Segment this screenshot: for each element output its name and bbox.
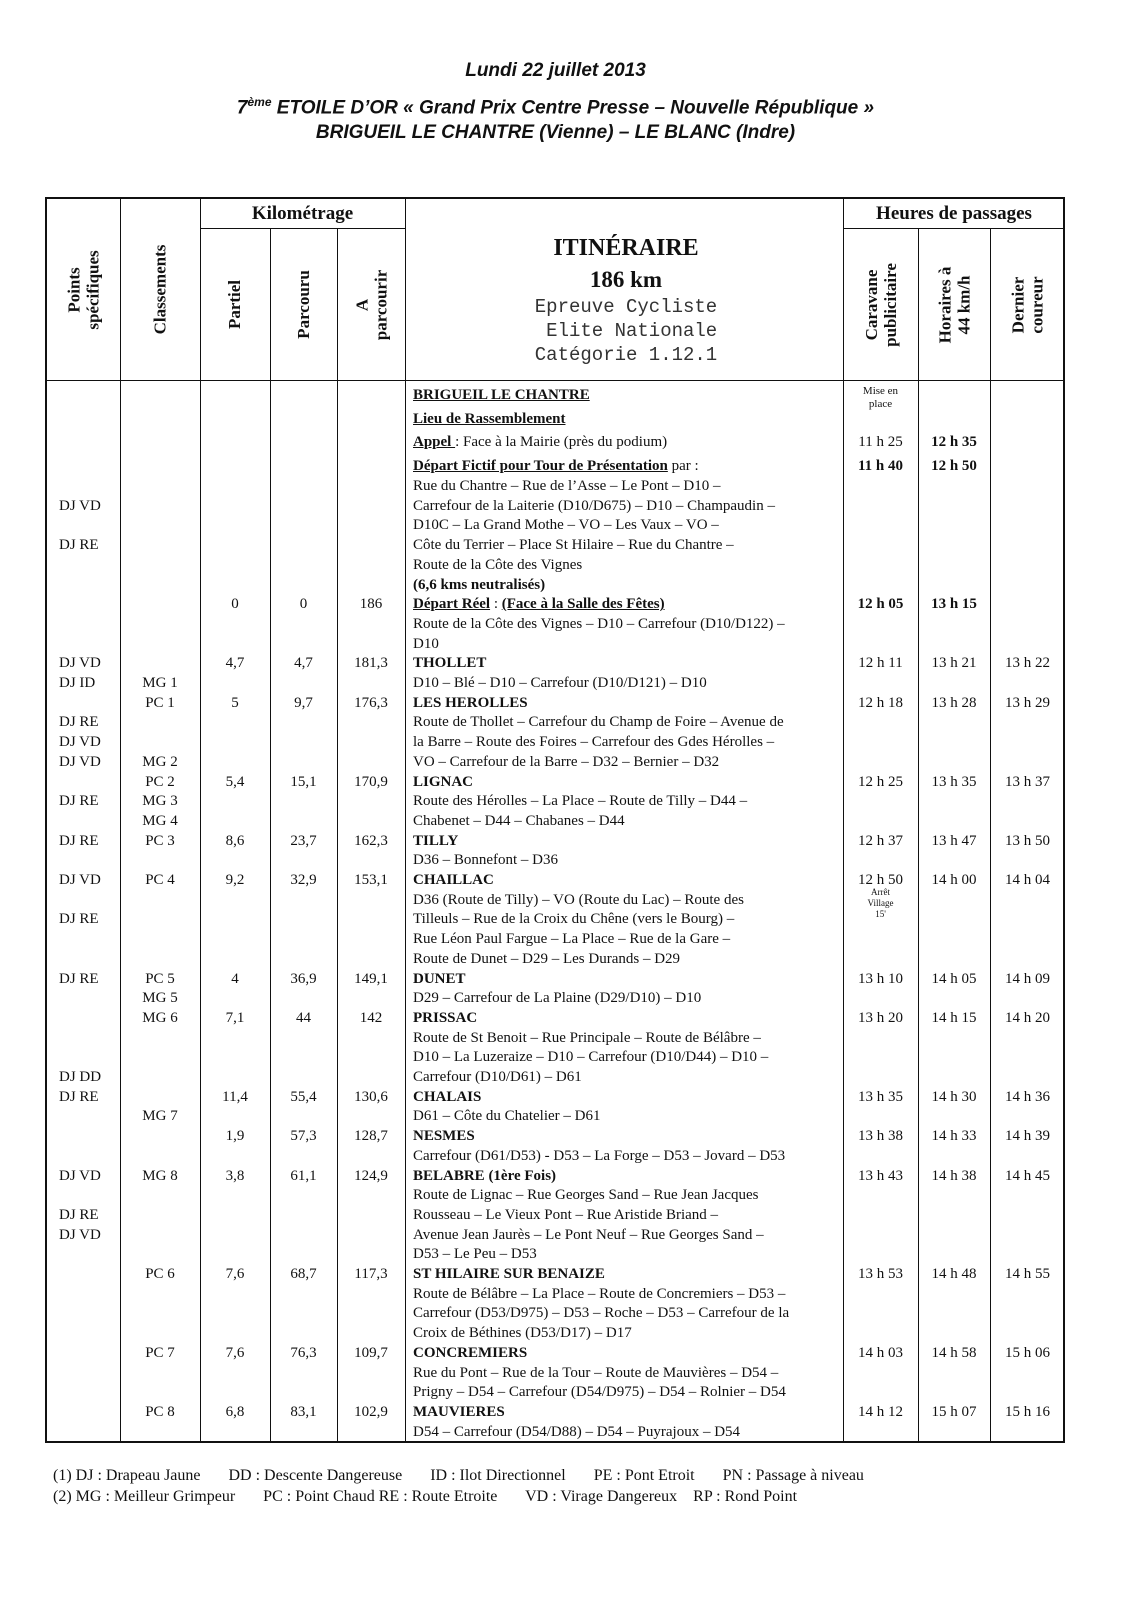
km-a-parcourir: 149,1 (354, 970, 388, 987)
itinerary-line (413, 733, 774, 751)
classement: MG 1 (142, 675, 178, 691)
header-distance: 186 km (589, 267, 663, 292)
km-a-parcourir: 102,9 (354, 1403, 388, 1420)
points-specifiques: DJ RE (59, 832, 99, 849)
time-horaire: 14 h 30 (931, 1088, 977, 1105)
classement: MG 3 (142, 793, 178, 810)
itinerary-line (413, 1029, 761, 1047)
km-partiel: 7,6 (225, 1344, 245, 1361)
itinerary-place: Appel (413, 434, 456, 450)
itinerary-line (413, 753, 719, 771)
itinerary-line (413, 1265, 605, 1283)
km-parcouru: 23,7 (290, 832, 317, 849)
itinerary-line (413, 1344, 527, 1362)
itinerary-line (413, 477, 720, 495)
points-specifiques: DJ ID (59, 675, 96, 691)
points-specifiques: DJ VD (59, 1167, 101, 1184)
itinerary-text: Carrefour (D53/D975) – D53 – Roche – D53 – Carrefour de la (413, 1305, 790, 1322)
header-a-parcourir: A parcourir (352, 269, 391, 340)
itinerary-line (413, 1068, 582, 1086)
classement: PC 7 (145, 1344, 175, 1361)
km-a-parcourir: 142 (359, 1009, 383, 1026)
header-dernier-coureur: Dernier coureur (1008, 275, 1047, 334)
classement: MG 7 (142, 1108, 178, 1125)
itinerary-text: Rousseau – Le Vieux Pont – Rue Aristide Briand – (413, 1206, 719, 1223)
itinerary-text: Carrefour (D10/D61) – D61 (413, 1069, 582, 1085)
itinerary-line (413, 635, 439, 653)
itinerary-place: BELABRE (1ère Fois) (413, 1167, 557, 1184)
km-a-parcourir: 124,9 (354, 1167, 388, 1184)
points-specifiques: DJ RE (59, 911, 99, 928)
itinerary-text: D36 (Route de Tilly) – VO (Route du Lac) – Route des (413, 891, 744, 908)
km-parcouru: 61,1 (290, 1167, 317, 1184)
itinerary-line (413, 1364, 778, 1382)
itinerary-line (413, 1304, 789, 1322)
itinerary-line (413, 674, 707, 692)
time-dernier-coureur: 14 h 39 (1005, 1128, 1050, 1145)
km-partiel: 5 (231, 694, 239, 711)
itinerary-text: VO – Carrefour de la Barre – D32 – Bernier – D32 (413, 753, 720, 770)
date-title: Lundi 22 juillet 2013 (465, 60, 646, 81)
itinerary-line (413, 516, 719, 534)
itinerary-line (413, 1107, 600, 1125)
header-caravane: Caravane publicitaire (861, 262, 900, 347)
km-a-parcourir: 117,3 (354, 1266, 388, 1282)
km-partiel: 1,9 (225, 1128, 245, 1145)
points-specifiques: DJ VD (59, 734, 101, 751)
time-caravane: 12 h 25 (858, 773, 903, 790)
itinerary-line (413, 433, 667, 451)
km-partiel: 7,1 (225, 1009, 245, 1026)
edition-number: 7 (236, 97, 248, 119)
time-dernier-coureur: 14 h 55 (1005, 1266, 1050, 1282)
itinerary-text: Prigny – D54 – Carrefour (D54/D975) – D54 – Rolnier – D54 (413, 1384, 786, 1401)
itinerary-text: D29 – Carrefour de La Plaine (D29/D10) – D10 (413, 990, 702, 1007)
itinerary-place: ST HILAIRE SUR BENAIZE (413, 1266, 605, 1282)
route-title: BRIGUEIL LE CHANTRE (Vienne) – LE BLANC (Indre) (315, 122, 796, 143)
itinerary-place: Lieu de Rassemblement (413, 411, 566, 427)
classement: MG 8 (142, 1167, 178, 1184)
time-dernier-coureur: 14 h 45 (1005, 1167, 1050, 1184)
km-a-parcourir: 170,9 (354, 773, 388, 790)
time-caravane: 11 h 25 (858, 434, 903, 450)
itinerary-line (413, 1088, 481, 1106)
itinerary-line (413, 1127, 475, 1145)
time-dernier-coureur: 14 h 36 (1005, 1088, 1050, 1105)
itinerary-text: Rue Léon Paul Fargue – La Place – Rue de la Gare – (413, 931, 731, 948)
itinerary-line (413, 576, 545, 594)
itinerary-text: Route de la Côte des Vignes – D10 – Carrefour (D10/D122) – (413, 615, 785, 632)
time-caravane: 12 h 37 (858, 832, 903, 849)
points-specifiques: DJ RE (59, 970, 99, 987)
km-parcouru: 83,1 (290, 1403, 317, 1420)
classement: MG 2 (142, 753, 178, 770)
edition-suffix: ème (247, 95, 272, 109)
itinerary-line (413, 556, 582, 574)
itinerary-place: Départ Réel (413, 596, 491, 613)
km-parcouru: 4,7 (294, 655, 313, 672)
itinerary-line (413, 536, 734, 554)
note-arret-village: Arrêt Village 15' (867, 887, 894, 919)
itinerary-line (413, 950, 680, 968)
km-parcouru: 32,9 (290, 872, 317, 888)
points-specifiques: DJ VD (59, 753, 101, 770)
points-specifiques: DJ RE (59, 537, 99, 554)
time-caravane: 13 h 20 (858, 1009, 903, 1026)
itinerary-line (413, 1206, 718, 1224)
time-horaire: 13 h 35 (931, 773, 977, 790)
classement: PC 2 (145, 773, 175, 790)
points-specifiques: DJ VD (59, 655, 101, 672)
itinerary-line (413, 1383, 786, 1401)
footnote-1: (1) DJ : Drapeau Jaune DD : Descente Dangereuse ID : Ilot Directionnel PE : Pont Etroit PN : Passage à niveau (53, 1467, 864, 1484)
header-subtitle-1: Epreuve Cycliste (534, 296, 718, 318)
time-caravane: 12 h 05 (857, 596, 904, 613)
itinerary-text: Croix de Béthines (D53/D17) – D17 (413, 1325, 632, 1342)
itinerary-text: Carrefour de la Laiterie (D10/D675) – D10 – Champaudin – (413, 497, 775, 514)
km-a-parcourir: 176,3 (354, 694, 388, 711)
itinerary-place: THOLLET (413, 655, 487, 672)
time-caravane: 14 h 12 (858, 1403, 903, 1420)
itinerary-place: (Face à la Salle des Fêtes) (501, 596, 665, 613)
time-caravane: 13 h 35 (858, 1088, 903, 1105)
time-horaire: 13 h 28 (931, 694, 977, 711)
km-partiel: 9,2 (225, 872, 245, 888)
itinerary-text: Route des Hérolles – La Place – Route de Tilly – D44 – (413, 793, 748, 810)
km-partiel: 3,8 (225, 1167, 245, 1184)
classement: MG 4 (142, 812, 178, 829)
itinerary-line (413, 713, 784, 731)
km-a-parcourir: 153,1 (354, 872, 388, 888)
km-parcouru: 0 (299, 596, 308, 613)
itinerary-text: par : (667, 458, 699, 474)
itinerary-text: D54 – Carrefour (D54/D88) – D54 – Puyrajoux – D54 (413, 1423, 741, 1440)
itinerary-place: LES HEROLLES (413, 694, 528, 711)
classement: PC 4 (145, 872, 175, 888)
itinerary-place: PRISSAC (413, 1009, 478, 1026)
itinerary-text: D10 (413, 635, 439, 652)
km-partiel: 11,4 (222, 1088, 248, 1105)
km-partiel: 5,4 (225, 773, 245, 790)
itinerary-line (413, 386, 590, 404)
km-a-parcourir: 181,3 (354, 655, 388, 672)
itinerary-line (413, 1226, 764, 1244)
note-mise-en-place: Mise en place (862, 385, 899, 410)
km-partiel: 0 (231, 596, 239, 613)
itinerary-text: Avenue Jean Jaurès – Le Pont Neuf – Rue Georges Sand – (413, 1226, 764, 1243)
itinerary-text: D53 – Le Peu – D53 (413, 1246, 537, 1263)
header-parcouru: Parcouru (294, 270, 313, 339)
itinerary-text: Rue du Chantre – Rue de l’Asse – Le Pont – D10 – (413, 478, 721, 494)
time-horaire: 13 h 47 (931, 832, 977, 849)
time-horaire: 14 h 05 (931, 970, 977, 987)
itinerary-place: CONCREMIERS (413, 1344, 528, 1361)
points-specifiques: DJ RE (59, 1206, 99, 1223)
time-caravane: 13 h 38 (858, 1128, 903, 1145)
header-heures-de-passages: Heures de passages (876, 203, 1032, 224)
itinerary-place: LIGNAC (413, 773, 474, 790)
km-a-parcourir: 128,7 (354, 1128, 388, 1145)
itinerary-text: Chabenet – D44 – Chabanes – D44 (413, 812, 625, 829)
itinerary-text: Route de Bélâbre – La Place – Route de Concremiers – D53 – (413, 1285, 786, 1302)
itinerary-place: (6,6 kms neutralisés) (413, 576, 546, 593)
itinerary-place: TILLY (413, 832, 459, 849)
points-specifiques: DJ VD (59, 872, 101, 888)
time-caravane: 12 h 11 (858, 655, 903, 672)
itinerary-text: : (490, 596, 502, 613)
time-dernier-coureur: 14 h 09 (1005, 970, 1050, 987)
km-a-parcourir: 130,6 (354, 1088, 388, 1105)
itinerary-line (413, 1048, 768, 1066)
classement: PC 5 (145, 970, 175, 987)
time-horaire: 14 h 58 (931, 1344, 977, 1361)
itinerary-line (413, 694, 528, 712)
time-horaire: 13 h 21 (931, 655, 977, 672)
itinerary-line (413, 792, 747, 810)
itinerary-place: MAUVIERES (413, 1403, 505, 1420)
itinerary-line (413, 773, 473, 791)
itinerary-place: DUNET (413, 970, 466, 987)
time-horaire: 14 h 33 (931, 1128, 977, 1145)
itinerary-place: NESMES (413, 1128, 475, 1145)
classement: PC 1 (145, 694, 175, 711)
header-itineraire: ITINÉRAIRE (553, 235, 699, 261)
time-caravane: 13 h 53 (858, 1266, 903, 1282)
points-specifiques: DJ DD (59, 1069, 102, 1085)
itinerary-text: : Face à la Mairie (près du podium) (455, 434, 668, 450)
km-partiel: 7,6 (225, 1266, 245, 1282)
km-parcouru: 44 (296, 1009, 311, 1026)
header-horaires: Horaires à 44 km/h (935, 266, 973, 343)
km-parcouru: 57,3 (290, 1128, 317, 1145)
time-dernier-coureur: 15 h 16 (1005, 1403, 1050, 1420)
itinerary-text: D61 – Côte du Chatelier – D61 (413, 1108, 601, 1125)
event-title (0, 95, 1111, 119)
itinerary-line (413, 595, 665, 613)
time-dernier-coureur: 13 h 50 (1005, 832, 1050, 849)
itinerary-line (413, 871, 494, 889)
itinerary-line (413, 851, 558, 869)
classement: MG 5 (142, 990, 178, 1007)
time-dernier-coureur: 14 h 04 (1005, 872, 1050, 888)
itinerary-place: BRIGUEIL LE CHANTRE (413, 387, 590, 403)
itinerary-text: Tilleuls – Rue de la Croix du Chêne (vers le Bourg) – (413, 911, 735, 928)
time-horaire: 15 h 07 (931, 1403, 977, 1420)
itinerary-line (413, 989, 701, 1007)
itinerary-line (413, 457, 699, 475)
itinerary-line (413, 1167, 556, 1185)
classement: PC 8 (145, 1403, 175, 1420)
time-caravane: 13 h 43 (858, 1167, 903, 1184)
km-parcouru: 15,1 (290, 773, 317, 790)
itinerary-line (413, 1245, 537, 1263)
itinerary-line (413, 654, 486, 672)
km-a-parcourir: 162,3 (354, 832, 388, 849)
km-parcouru: 68,7 (290, 1266, 317, 1282)
itinerary-line (413, 1403, 505, 1421)
itinerary-text: Route de la Côte des Vignes (413, 556, 583, 573)
itinerary-text: D10 – Blé – D10 – Carrefour (D10/D121) – D10 (413, 675, 707, 691)
itinerary-text: Route de Thollet – Carrefour du Champ de Foire – Avenue de (413, 714, 784, 731)
time-caravane: 12 h 18 (858, 694, 903, 711)
itinerary-text: la Barre – Route des Foires – Carrefour des Gdes Hérolles – (413, 734, 775, 751)
itinerary-text: Côte du Terrier – Place St Hilaire – Rue du Chantre – (413, 537, 734, 554)
itinerary-text: Route de Lignac – Rue Georges Sand – Rue Jean Jacques (413, 1187, 759, 1204)
itinerary-text: D10 – La Luzeraize – D10 – Carrefour (D10/D44) – D10 – (413, 1049, 769, 1066)
itinerary-place: CHAILLAC (413, 872, 494, 888)
itinerary-line (413, 891, 744, 909)
km-partiel: 4 (231, 970, 239, 987)
itinerary-line (413, 410, 566, 428)
time-caravane: 11 h 40 (857, 458, 903, 474)
km-partiel: 4,7 (225, 655, 245, 672)
km-parcouru: 9,7 (294, 694, 313, 711)
header-partiel: Partiel (225, 279, 245, 330)
itinerary-text: Route de St Benoit – Rue Principale – Route de Bélâbre – (413, 1029, 761, 1046)
km-partiel: 8,6 (225, 832, 245, 849)
km-partiel: 6,8 (225, 1403, 245, 1420)
itinerary-line (413, 1285, 785, 1303)
itinerary-text: Carrefour (D61/D53) - D53 – La Forge – D53 – Jovard – D53 (413, 1147, 786, 1164)
points-specifiques: DJ RE (59, 1088, 99, 1105)
time-caravane: 13 h 10 (858, 970, 903, 987)
header-subtitle-2: Elite Nationale (534, 320, 718, 342)
itinerary-line (413, 1186, 758, 1204)
itinerary-line (413, 970, 466, 988)
header-classements: Classements (150, 244, 170, 335)
itinerary-text: Route de Dunet – D29 – Les Durands – D29 (413, 950, 681, 967)
km-parcouru: 36,9 (290, 970, 317, 987)
itinerary-line (413, 812, 625, 830)
itinerary-text: D36 – Bonnefont – D36 (413, 852, 558, 869)
header-points-specifiques: Points spécifiques (64, 249, 103, 330)
time-horaire: 12 h 35 (931, 434, 977, 450)
points-specifiques: DJ VD (59, 497, 101, 514)
itinerary-line (413, 1009, 477, 1027)
itinerary-line (413, 1147, 785, 1165)
classement: MG 6 (142, 1009, 178, 1026)
km-a-parcourir: 109,7 (354, 1344, 388, 1361)
itinerary-table (45, 197, 1065, 1443)
points-specifiques: DJ RE (59, 793, 99, 810)
itinerary-line (413, 497, 775, 515)
time-dernier-coureur: 13 h 29 (1005, 694, 1050, 711)
itinerary-line (413, 1324, 632, 1342)
points-specifiques: DJ RE (59, 714, 99, 731)
time-dernier-coureur: 13 h 37 (1005, 773, 1050, 790)
itinerary-text: D10C – La Grand Mothe – VO – Les Vaux – VO – (413, 517, 719, 534)
km-a-parcourir: 186 (359, 596, 383, 613)
time-dernier-coureur: 13 h 22 (1005, 655, 1050, 672)
itinerary-line (413, 1423, 740, 1441)
time-horaire: 12 h 50 (931, 458, 977, 474)
km-parcouru: 55,4 (290, 1088, 317, 1105)
time-horaire: 14 h 15 (931, 1009, 977, 1026)
time-dernier-coureur: 14 h 20 (1005, 1009, 1050, 1026)
header-subtitle-3: Catégorie 1.12.1 (534, 344, 718, 366)
itinerary-line (413, 832, 458, 850)
itinerary-place: CHALAIS (413, 1088, 482, 1105)
time-dernier-coureur: 15 h 06 (1005, 1344, 1050, 1361)
points-specifiques: DJ VD (59, 1226, 101, 1243)
footnote-2: (2) MG : Meilleur Grimpeur PC : Point Chaud RE : Route Etroite VD : Virage Dangereux RP : Rond Point (53, 1488, 798, 1505)
km-parcouru: 76,3 (290, 1344, 317, 1361)
time-horaire: 14 h 48 (931, 1266, 977, 1282)
itinerary-line (413, 615, 785, 633)
time-caravane: 12 h 50 (858, 872, 903, 888)
time-caravane: 14 h 03 (858, 1344, 903, 1361)
itinerary-line (413, 930, 730, 948)
event-name: ETOILE D’OR « Grand Prix Centre Presse – Nouvelle République » (271, 97, 875, 119)
time-horaire: 13 h 15 (931, 596, 977, 613)
classement: PC 6 (145, 1266, 175, 1282)
itinerary-text: Rue du Pont – Rue de la Tour – Route de Mauvières – D54 – (413, 1364, 779, 1381)
itinerary-place: Départ Fictif pour Tour de Présentation (413, 458, 668, 474)
classement: PC 3 (145, 832, 175, 849)
time-horaire: 14 h 00 (931, 872, 977, 888)
header-kilometrage: Kilométrage (251, 203, 354, 224)
itinerary-line (413, 910, 734, 928)
time-horaire: 14 h 38 (931, 1167, 977, 1184)
